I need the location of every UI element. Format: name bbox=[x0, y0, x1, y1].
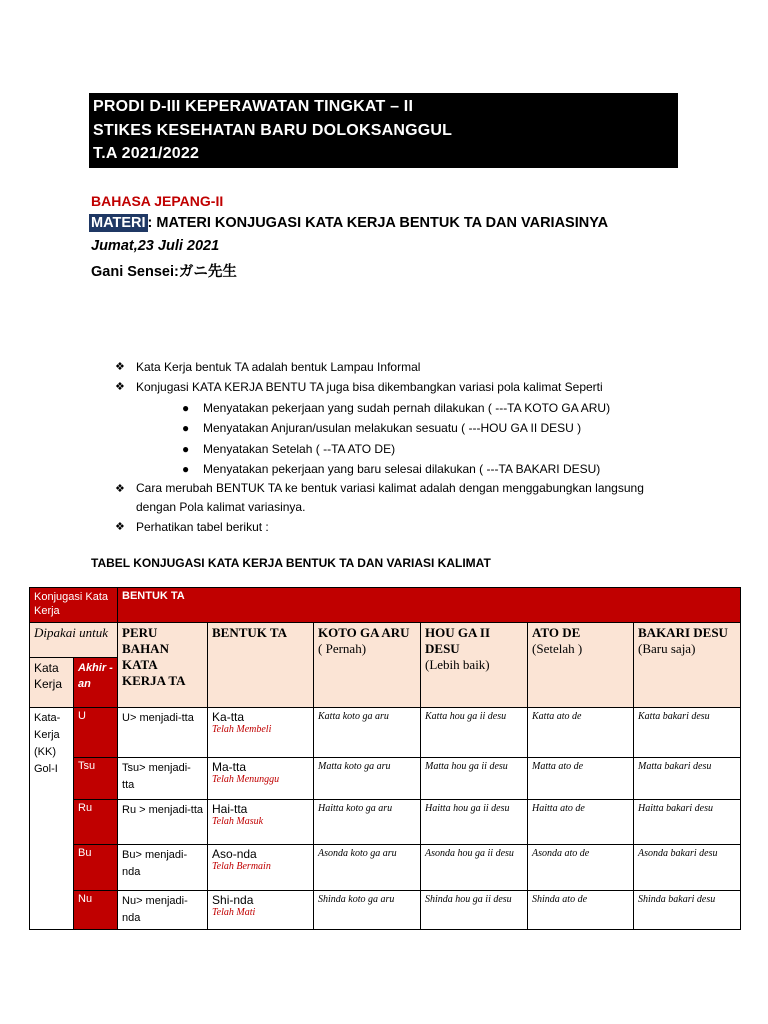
bullet-item: ❖ Konjugasi KATA KERJA BENTU TA juga bisa dikembangkan variasi pola kalimat Seperti bbox=[115, 377, 675, 397]
header-ato: ATO DE (Setelah ) bbox=[528, 623, 634, 708]
header-bentuk-ta: BENTUK TA bbox=[118, 588, 741, 623]
koto-cell: Matta koto ga aru bbox=[314, 758, 421, 800]
ato-cell: Asonda ato de bbox=[528, 845, 634, 891]
header-bentuk: BENTUK TA bbox=[208, 623, 314, 708]
ending-cell: Nu bbox=[74, 891, 118, 930]
koto-cell: Katta koto ga aru bbox=[314, 708, 421, 758]
koto-cell: Haitta koto ga aru bbox=[314, 800, 421, 845]
bakari-cell: Shinda bakari desu bbox=[634, 891, 741, 930]
bakari-cell: Asonda bakari desu bbox=[634, 845, 741, 891]
group-label: Kata-Kerja (KK) Gol-I bbox=[30, 708, 74, 930]
change-cell: Bu> menjadi-nda bbox=[118, 845, 208, 891]
dot-bullet-icon: ● bbox=[182, 421, 190, 436]
ending-cell: U bbox=[74, 708, 118, 758]
diamond-bullet-icon: ❖ bbox=[115, 381, 125, 394]
bakari-cell: Matta bakari desu bbox=[634, 758, 741, 800]
change-cell: U> menjadi-tta bbox=[118, 708, 208, 758]
form-cell: Ka-tta Telah Membeli bbox=[208, 708, 314, 758]
subject-title: BAHASA JEPANG-II bbox=[91, 193, 224, 209]
change-cell: Tsu> menjadi- tta bbox=[118, 758, 208, 800]
form-cell: Aso-nda Telah Bermain bbox=[208, 845, 314, 891]
koto-cell: Asonda koto ga aru bbox=[314, 845, 421, 891]
form-cell: Hai-tta Telah Masuk bbox=[208, 800, 314, 845]
header-banner bbox=[89, 93, 678, 168]
sub-bullet-item: ● Menyatakan Anjuran/usulan melakukan sesuatu ( ---HOU GA II DESU ) bbox=[115, 418, 675, 438]
ato-cell: Matta ato de bbox=[528, 758, 634, 800]
header-koto: KOTO GA ARU ( Pernah) bbox=[314, 623, 421, 708]
change-cell: Nu> menjadi-nda bbox=[118, 891, 208, 930]
diamond-bullet-icon: ❖ bbox=[115, 361, 125, 373]
ending-cell: Tsu bbox=[74, 758, 118, 800]
change-cell: Ru > menjadi-tta bbox=[118, 800, 208, 845]
header-hou: HOU GA II DESU (Lebih baik) bbox=[421, 623, 528, 708]
header-bakari: BAKARI DESU (Baru saja) bbox=[634, 623, 741, 708]
hou-cell: Asonda hou ga ii desu bbox=[421, 845, 528, 891]
header-konjugasi: Konjugasi Kata Kerja bbox=[30, 588, 118, 623]
conjugation-table bbox=[29, 587, 741, 930]
header-line-2: STIKES KESEHATAN BARU DOLOKSANGGUL bbox=[93, 121, 453, 139]
koto-cell: Shinda koto ga aru bbox=[314, 891, 421, 930]
table-title: TABEL KONJUGASI KATA KERJA BENTUK TA DAN VARIASI KALIMAT bbox=[91, 556, 491, 570]
materi-text: : MATERI KONJUGASI KATA KERJA BENTUK TA DAN VARIASINYA bbox=[147, 215, 609, 231]
diamond-bullet-icon: ❖ bbox=[115, 521, 125, 534]
ato-cell: Katta ato de bbox=[528, 708, 634, 758]
bakari-cell: Haitta bakari desu bbox=[634, 800, 741, 845]
bullet-item: ❖ Kata Kerja bentuk TA adalah bentuk Lampau Informal bbox=[115, 357, 675, 377]
dot-bullet-icon: ● bbox=[182, 441, 190, 456]
header-dipakai: Dipakai untuk bbox=[30, 623, 118, 658]
sub-bullet-item: ● Menyatakan pekerjaan yang baru selesai dilakukan ( ---TA BAKARI DESU) bbox=[115, 459, 675, 479]
dot-bullet-icon: ● bbox=[182, 462, 190, 477]
hou-cell: Shinda hou ga ii desu bbox=[421, 891, 528, 930]
header-line-1: PRODI D-III KEPERAWATAN TINGKAT – II bbox=[93, 98, 414, 115]
ato-cell: Haitta ato de bbox=[528, 800, 634, 845]
hou-cell: Matta hou ga ii desu bbox=[421, 758, 528, 800]
ending-cell: Ru bbox=[74, 800, 118, 845]
bakari-cell: Katta bakari desu bbox=[634, 708, 741, 758]
hou-cell: Katta hou ga ii desu bbox=[421, 708, 528, 758]
sub-bullet-item: ● Menyatakan pekerjaan yang sudah pernah dilakukan ( ---TA KOTO GA ARU) bbox=[115, 398, 675, 418]
date: Jumat,23 Juli 2021 bbox=[91, 238, 220, 254]
header-kata-kerja: Kata Kerja bbox=[30, 658, 74, 708]
bullet-item: ❖ Perhatikan tabel berikut : bbox=[115, 517, 675, 537]
form-cell: Ma-tta Telah Menunggu bbox=[208, 758, 314, 800]
ending-cell: Bu bbox=[74, 845, 118, 891]
sub-bullet-item: ● Menyatakan Setelah ( --TA ATO DE) bbox=[115, 439, 675, 459]
materi-line bbox=[89, 215, 608, 231]
teacher: Gani Sensei:ガニ先生 bbox=[91, 264, 237, 280]
materi-tag: MATERI bbox=[91, 215, 146, 231]
ato-cell: Shinda ato de bbox=[528, 891, 634, 930]
dot-bullet-icon: ● bbox=[182, 400, 190, 415]
header-perubahan: PERU BAHAN KATA KERJA TA bbox=[118, 623, 208, 708]
header-line-3: T.A 2021/2022 bbox=[93, 145, 200, 162]
diamond-bullet-icon: ❖ bbox=[115, 483, 125, 496]
bullet-list bbox=[115, 357, 675, 538]
form-cell: Shi-nda Telah Mati bbox=[208, 891, 314, 930]
hou-cell: Haitta hou ga ii desu bbox=[421, 800, 528, 845]
header-akhiran: Akhir -an bbox=[74, 658, 118, 708]
bullet-item: ❖ Cara merubah BENTUK TA ke bentuk variasi kalimat adalah dengan menggabungkan langsung dengan Pola kalimat variasinya. bbox=[115, 481, 644, 515]
